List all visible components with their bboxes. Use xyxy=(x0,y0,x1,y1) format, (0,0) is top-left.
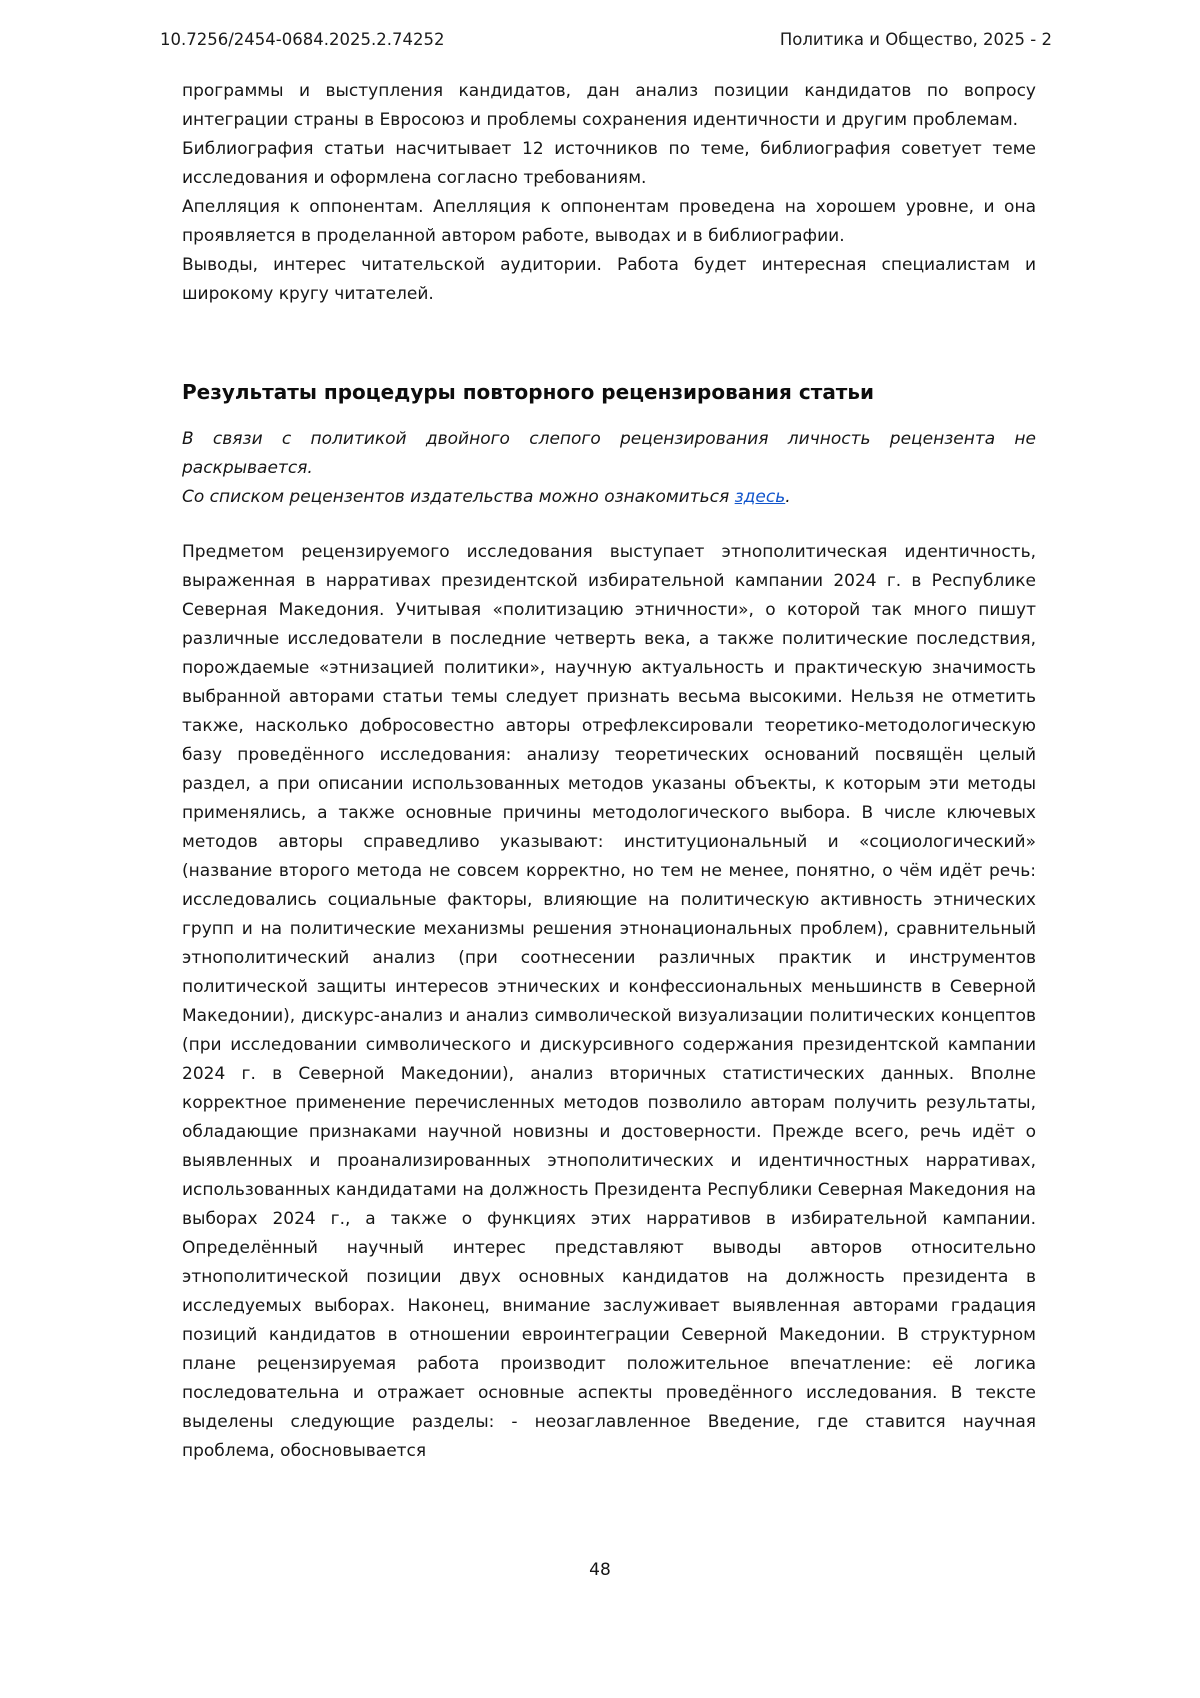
reviewers-note xyxy=(182,483,1036,512)
header-doi: 10.7256/2454-0684.2025.2.74252 xyxy=(160,30,445,49)
reviewers-note-prefix: Со списком рецензентов издательства можно ознакомиться xyxy=(182,487,735,507)
anonymity-note: В связи с политикой двойного слепого рецензирования личность рецензента не раскрывается. xyxy=(182,429,1036,478)
review-summary-paragraph: Выводы, интерес читательской аудитории. Работа будет интересная специалистам и широкому кругу читателей. xyxy=(182,255,1036,304)
review-text-paragraph: Предметом рецензируемого исследования выступает этнополитическая идентичность, выраженная в нарративах президентской избирательной кампании 2024 г. в Республике Северная Македония. Учитывая «политизацию этничности», о которой так много пишут различные исследователи в последние четверть века, а также политические последствия, порождаемые «этнизацией политики», научную актуальность и практическую значимость выбранной авторами статьи темы следует признать весьма высокими. Нельзя не отметить также, насколько добросовестно авторы отрефлексировали теоретико-методологическую базу проведённого исследования: анализу теоретических оснований посвящён целый раздел, а при описании использованных методов указаны объекты, к которым эти методы применялись, а также основные причины методологического выбора. В числе ключевых методов авторы справедливо указывают: институциональный и «социологический» (название второго метода не совсем корректно, но тем не менее, понятно, о чём идёт речь: исследовались социальные факторы, влияющие на политическую активность этнических групп и на политические механизмы решения этнонациональных проблем), сравнительный этнополитический анализ (при соотнесении различных практик и инструментов политической защиты интересов этнических и конфессиональных меньшинств в Северной Македонии), дискурс-анализ и анализ символической визуализации политических концептов (при исследовании символического и дискурсивного содержания президентской кампании 2024 г. в Северной Македонии), анализ вторичных статистических данных. Вполне корректное применение перечисленных методов позволило авторам получить результаты, обладающие признаками научной новизны и достоверности. Прежде всего, речь идёт о выявленных и проанализированных этнополитических и идентичностных нарративах, использованных кандидатами на должность Президента Республики Северная Македония на выборах 2024 г., а также о функциях этих нарративов в избирательной кампании. Определённый научный интерес представляют выводы авторов относительно этнополитической позиции двух основных кандидатов на должность президента в исследуемых выборах. Наконец, внимание заслуживает выявленная авторами градация позиций кандидатов в отношении евроинтеграции Северной Македонии. В структурном плане рецензируемая работа производит положительное впечатление: её логика последовательна и отражает основные аспекты проведённого исследования. В тексте выделены следующие разделы: - неозаглавленное Введение, где ставится научная проблема, обосновывается xyxy=(182,542,1036,1461)
reviewers-list-link[interactable]: здесь xyxy=(734,487,786,507)
review-summary-paragraph: Библиография статьи насчитывает 12 источников по теме, библиография советует теме исследования и оформлена согласно требованиям. xyxy=(182,139,1036,188)
review-summary-paragraph: Апелляция к оппонентам. Апелляция к оппонентам проведена на хорошем уровне, и она проявляется в проделанной автором работе, выводах и в библиографии. xyxy=(182,197,1036,246)
header-journal-title: Политика и Общество, 2025 - 2 xyxy=(779,30,1052,49)
page-number: 48 xyxy=(589,1560,611,1580)
reviewers-note-suffix: . xyxy=(785,487,791,507)
page-header xyxy=(160,30,1052,49)
page-content xyxy=(182,77,1036,1466)
review-summary-paragraph: программы и выступления кандидатов, дан анализ позиции кандидатов по вопросу интеграции страны в Евросоюз и проблемы сохранения идентичности и другим проблемам. xyxy=(182,81,1036,130)
section-heading: Результаты процедуры повторного рецензирования статьи xyxy=(182,380,875,404)
